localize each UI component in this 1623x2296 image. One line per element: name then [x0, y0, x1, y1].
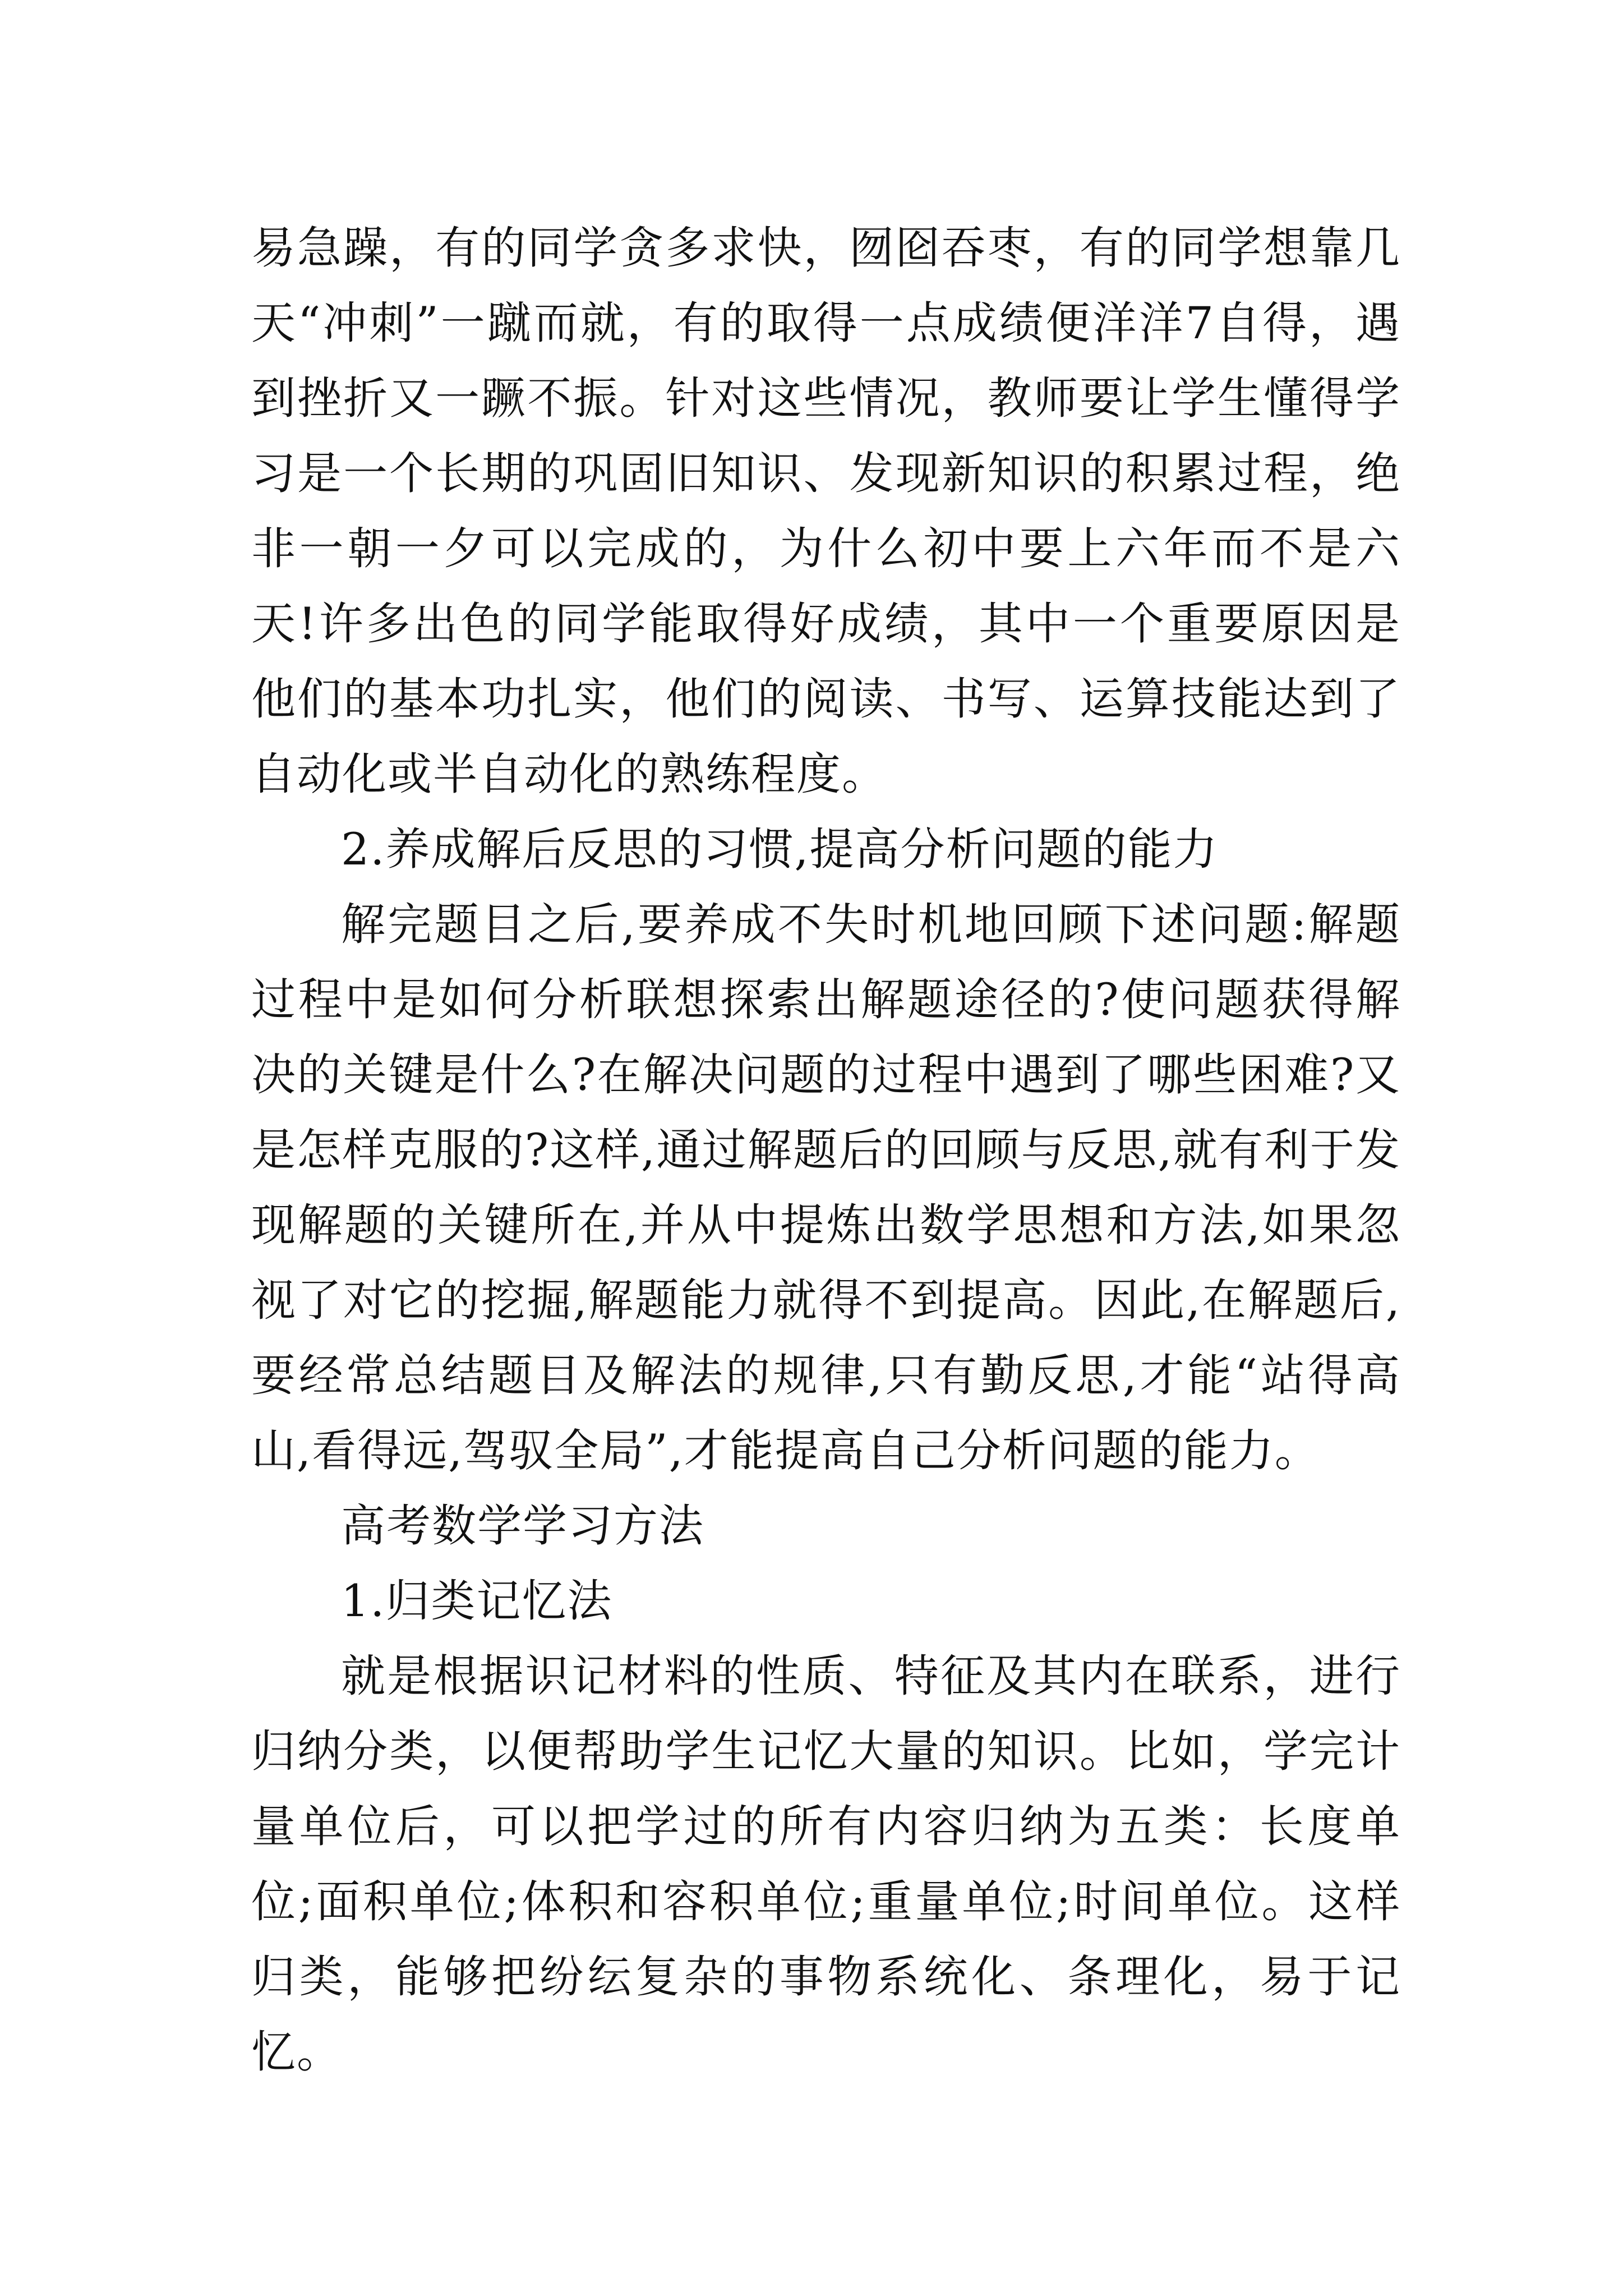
- paragraph-study-habits-continued: 易急躁，有的同学贪多求快，囫囵吞枣，有的同学想靠几天“冲刺”一蹴而就，有的取得一点成绩便洋洋7自得，遇到挫折又一蹶不振。针对这些情况，教师要让学生懂得学习是一个长期的巩固旧知识、发现新知识的积累过程，绝非一朝一夕可以完成的，为什么初中要上六年而不是六天!许多出色的同学能取得好成绩，其中一个重要原因是他们的基本功扎实，他们的阅读、书写、运算技能达到了自动化或半自动化的熟练程度。: [251, 222, 1401, 800]
- document-body: [251, 210, 1401, 2090]
- paragraph-classification-memory: 就是根据识记材料的性质、特征及其内在联系，进行归纳分类，以便帮助学生记忆大量的知识。比如，学完计量单位后，可以把学过的所有内容归纳为五类：长度单位;面积单位;体积和容积单位;重量单位;时间单位。这样归类，能够把纷纭复杂的事物系统化、条理化，易于记忆。: [251, 1650, 1401, 2078]
- section-heading-classification-memory: 1.归类记忆法: [341, 1575, 613, 1627]
- paragraph-reflection: 解完题目之后,要养成不失时机地回顾下述问题:解题过程中是如何分析联想探索出解题途径的?使问题获得解决的关键是什么?在解决问题的过程中遇到了哪些困难?又是怎样克服的?这样,通过解题后的回顾与反思,就有利于发现解题的关键所在,并从中提炼出数学思想和方法,如果忽视了对它的挖掘,解题能力就得不到提高。因此,在解题后,要经常总结题目及解法的规律,只有勤反思,才能“站得高山,看得远,驾驭全局”,才能提高自己分析问题的能力。: [251, 899, 1401, 1476]
- section-heading-reflection: 2.养成解后反思的习惯,提高分析问题的能力: [341, 823, 1219, 875]
- heading-study-methods: 高考数学学习方法: [341, 1500, 704, 1552]
